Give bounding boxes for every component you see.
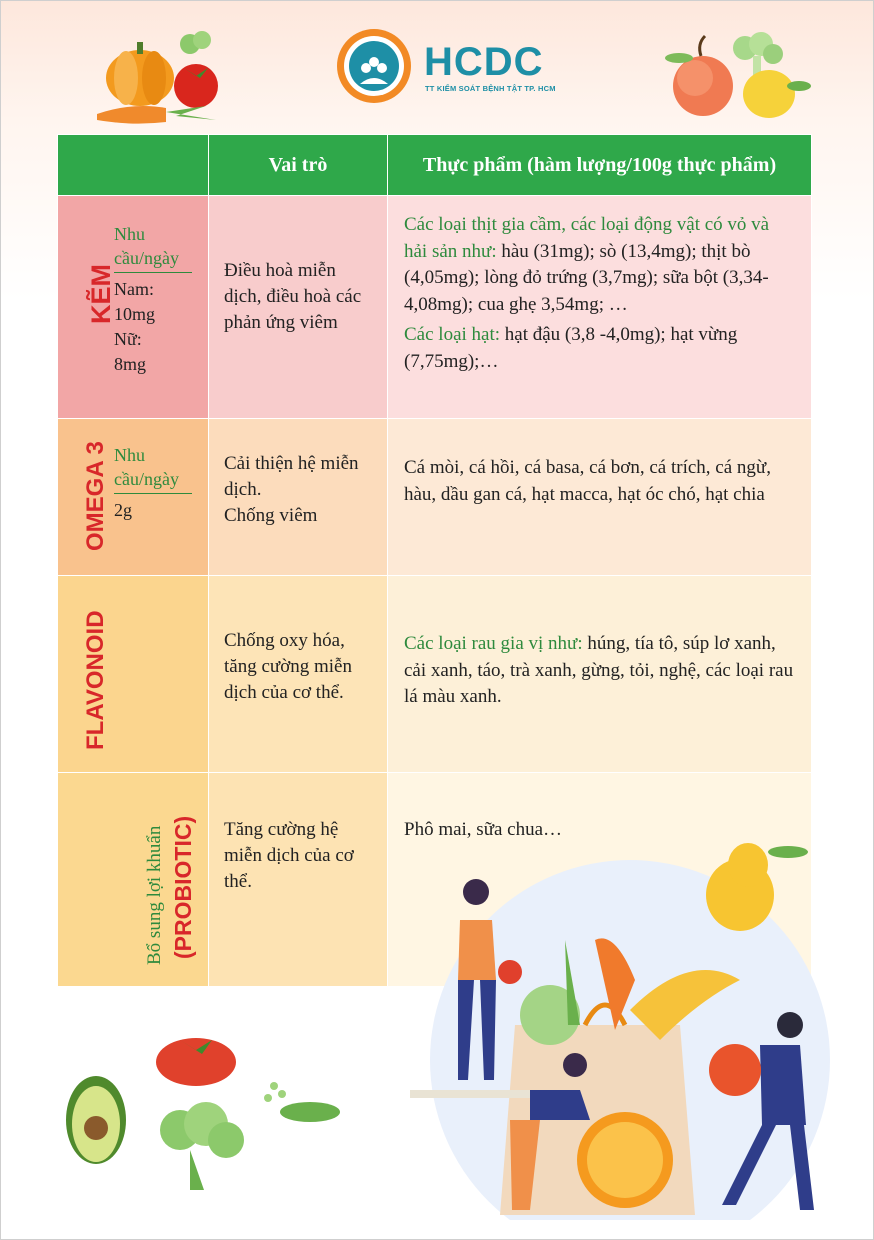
nutrient-name: OMEGA 3 — [82, 441, 109, 551]
role-cell — [209, 576, 388, 773]
food-lead: Các loại thịt gia cầm, các loại động vật có vỏ và hải sản như: — [404, 214, 770, 262]
food-detail: Cá mòi, cá hồi, cá basa, cá bơn, cá trích, cá ngừ, hàu, dầu gan cá, hạt macca, hạt óc chó, hạt chia — [404, 457, 771, 505]
header-food: Thực phẩm (hàm lượng/100g thực phẩm) — [388, 135, 812, 196]
food-cell — [388, 196, 812, 419]
brand-subtitle: TT KIỂM SOÁT BỆNH TẬT TP. HCM — [425, 84, 556, 93]
role-cell — [209, 773, 388, 987]
food-text — [388, 318, 811, 375]
vegetables-bottom-left-illustration — [60, 1020, 380, 1220]
avocado-icon — [66, 1076, 126, 1164]
role-text: Điều hoà miễn dịch, điều hoà các phản ứng viêm — [224, 260, 362, 333]
vegetables-top-left-illustration — [92, 30, 252, 130]
need-label: Nhu cầu/ngày — [114, 222, 192, 273]
table-row — [58, 576, 812, 773]
need-value: 10mg — [114, 304, 156, 324]
need-value: 2g — [114, 500, 132, 520]
broccoli-icon — [160, 1102, 244, 1190]
table-row — [58, 196, 812, 419]
food-lead: Các loại rau gia vị như: — [404, 633, 583, 654]
brand-name: HCDC — [424, 40, 544, 84]
tomato-icon — [174, 64, 218, 108]
role-text: Tăng cường hệ miễn dịch của cơ thể. — [224, 819, 354, 892]
role-cell — [209, 196, 388, 419]
nutrient-name: KẼM — [86, 264, 116, 324]
peach-icon — [665, 36, 733, 116]
role-line: Chống viêm — [224, 505, 318, 526]
food-lead: Các loại hạt: — [404, 324, 501, 345]
role-cell — [209, 419, 388, 576]
food-detail: húng, tía tô, súp lơ xanh, cải xanh, táo, trà xanh, gừng, tỏi, nghệ, các loại rau lá màu xanh. — [404, 633, 794, 707]
nutrient-name: (PROBIOTIC) — [170, 815, 196, 959]
table-header-row — [58, 135, 812, 196]
food-cell — [388, 419, 812, 576]
pear-icon — [706, 843, 808, 931]
role-text — [209, 419, 387, 529]
need-value: Nam: — [114, 279, 154, 299]
food-detail: hạt đậu (3,8 -4,0mg); hạt vừng (7,75mg);… — [404, 324, 738, 372]
food-cell — [388, 576, 812, 773]
nutrient-cell-probiotic — [58, 773, 209, 987]
hcdc-logo-icon — [336, 28, 412, 104]
food-text — [388, 196, 811, 318]
nutrient-name: FLAVONOID — [82, 610, 109, 750]
food-text — [388, 576, 811, 711]
nutrient-cell-zinc — [58, 196, 209, 419]
need-value: 8mg — [114, 354, 147, 374]
pumpkin-icon — [106, 42, 174, 106]
table-row — [58, 419, 812, 576]
nutrient-cell-flavonoid — [58, 576, 209, 773]
lemon-icon — [743, 70, 811, 118]
need-label: Nhu cầu/ngày — [114, 443, 192, 494]
peas-icon — [264, 1082, 340, 1122]
role-text: Chống oxy hóa, tăng cường miễn dịch của cơ thể. — [224, 630, 352, 703]
nutrient-cell-omega3 — [58, 419, 209, 576]
food-detail: hàu (31mg); sò (13,4mg); thịt bò (4,05mg); lòng đỏ trứng (3,7mg); sữa bột (3,34-4,08mg); cua ghẹ 3,54mg; … — [404, 240, 769, 315]
role-line: Cải thiện hệ miễn dịch. — [224, 453, 359, 500]
food-detail: Phô mai, sữa chua… — [404, 819, 563, 840]
people-illustration — [380, 820, 840, 1220]
food-text — [388, 419, 811, 508]
carrot-icon — [97, 106, 216, 124]
need-block — [114, 222, 192, 377]
header-role: Vai trò — [209, 135, 388, 196]
need-value: Nữ: — [114, 329, 142, 349]
header-empty — [58, 135, 209, 196]
broccoli-icon — [180, 31, 211, 54]
nutrient-prefix: Bổ sung lợi khuẩn — [144, 825, 165, 965]
fruits-top-right-illustration — [645, 28, 820, 123]
need-block — [114, 443, 192, 523]
tomato-icon — [156, 1038, 236, 1086]
